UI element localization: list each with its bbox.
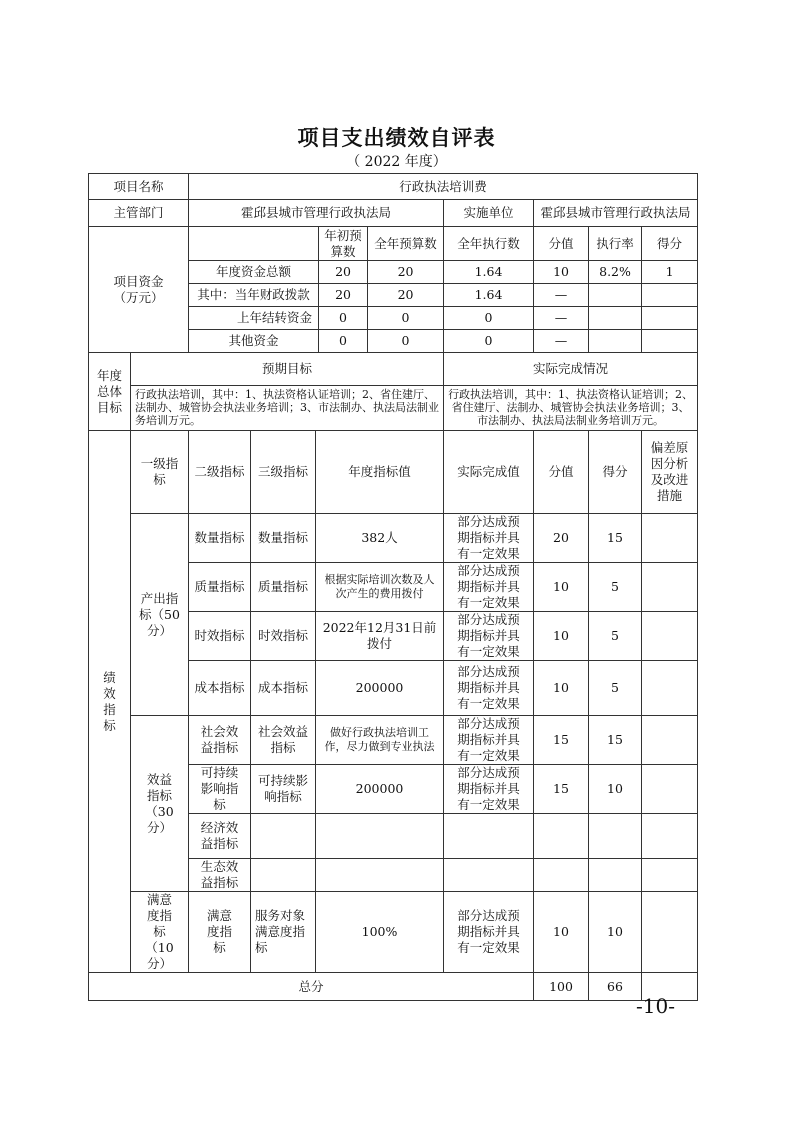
header-executed: 全年执行数 [444,227,534,261]
fund-initial: 20 [319,261,368,284]
dept: 霍邱县城市管理行政执法局 [189,200,444,227]
fund-name: 其中：当年财政拨款 [189,284,319,307]
l3: 成本指标 [251,661,316,716]
fund-name: 年度资金总额 [189,261,319,284]
page-title: 项目支出绩效自评表 [297,126,496,150]
empty-cell [316,814,444,859]
value: 10 [534,892,589,973]
l2: 成本指标 [189,661,251,716]
empty-cell [642,814,698,859]
fund-initial: 0 [319,330,368,353]
score: 15 [589,514,642,563]
header-initial: 年初预算数 [319,227,368,261]
target: 200000 [316,765,444,814]
total-value: 100 [534,973,589,1001]
empty-cell [444,814,534,859]
value: 15 [534,716,589,765]
deviation [642,514,698,563]
value: 20 [534,514,589,563]
actual-goal: 行政执法培训，其中：1、执法资格认证培训；2、省住建厅、法制办、城管协会执法业务培训；3、市法制办、执法局法制业务培训万元。 [444,386,698,431]
l3: 数量指标 [251,514,316,563]
total-score: 66 [589,973,642,1001]
l3: 社会效益指标 [251,716,316,765]
empty-cell [589,814,642,859]
value: 10 [534,661,589,716]
total-label: 总分 [89,973,534,1001]
header-target: 年度指标值 [316,431,444,514]
target: 200000 [316,661,444,716]
fund-annual: 20 [368,261,444,284]
header-l1: 一级指标 [131,431,189,514]
header-l3: 三级指标 [251,431,316,514]
page-number: -10- [636,994,675,1018]
empty-cell [534,859,589,892]
value: 10 [534,563,589,612]
score: 5 [589,661,642,716]
actual: 部分达成预期指标并具有一定效果 [444,765,534,814]
group-satisfaction: 满意度指标（10分） [131,892,189,973]
header-annual: 全年预算数 [368,227,444,261]
score: 15 [589,716,642,765]
goals-label: 年度总体目标 [89,353,131,431]
deviation [642,892,698,973]
page-subtitle: （ 2022 年度） [346,154,447,170]
target: 382人 [316,514,444,563]
expected-goal-label: 预期目标 [131,353,444,386]
fund-score-value: — [534,284,589,307]
table-row [89,514,698,563]
l3: 质量指标 [251,563,316,612]
l2: 质量指标 [189,563,251,612]
actual-goal-label: 实际完成情况 [444,353,698,386]
group-output: 产出指标（50分） [131,514,189,716]
deviation [642,716,698,765]
l2: 时效指标 [189,612,251,661]
project-name-label: 项目名称 [89,174,189,200]
unit-label: 实施单位 [444,200,534,227]
l2: 数量指标 [189,514,251,563]
fund-annual: 0 [368,330,444,353]
score: 10 [589,892,642,973]
header-actual: 实际完成值 [444,431,534,514]
empty-cell [444,859,534,892]
fund-rate: 8.2% [589,261,642,284]
funds-label: 项目资金（万元） [89,227,189,353]
actual: 部分达成预期指标并具有一定效果 [444,892,534,973]
l2: 经济效益指标 [189,814,251,859]
actual: 部分达成预期指标并具有一定效果 [444,661,534,716]
header-value: 分值 [534,431,589,514]
group-benefit: 效益指标（30分） [131,716,189,892]
fund-initial: 0 [319,307,368,330]
project-name: 行政执法培训费 [189,174,698,200]
value: 10 [534,612,589,661]
fund-name: 其他资金 [189,330,319,353]
empty-cell [589,330,642,353]
target: 根据实际培训次数及人次产生的费用拨付 [316,563,444,612]
total-row [89,973,698,1001]
l2: 生态效益指标 [189,859,251,892]
header-score: 得分 [642,227,698,261]
fund-score-value: — [534,307,589,330]
deviation [642,765,698,814]
fund-executed: 0 [444,307,534,330]
expected-goal: 行政执法培训，其中：1、执法资格认证培训；2、省住建厅、法制办、城管协会执法业务培训；3、市法制办、执法局法制业务培训万元。 [131,386,444,431]
table-row [89,892,698,973]
l3: 可持续影响指标 [251,765,316,814]
fund-score-value: 10 [534,261,589,284]
l3: 服务对象满意度指标 [251,892,316,973]
header-score: 得分 [589,431,642,514]
fund-initial: 20 [319,284,368,307]
fund-executed: 0 [444,330,534,353]
empty-cell [534,814,589,859]
header-rate: 执行率 [589,227,642,261]
actual: 部分达成预期指标并具有一定效果 [444,612,534,661]
empty-cell [642,307,698,330]
score: 5 [589,612,642,661]
header-l2: 二级指标 [189,431,251,514]
fund-score-value: — [534,330,589,353]
empty-cell [589,859,642,892]
deviation [642,563,698,612]
empty-cell [316,859,444,892]
actual: 部分达成预期指标并具有一定效果 [444,716,534,765]
perf-label: 绩效指标 [89,431,131,973]
header-deviation: 偏差原因分析及改进措施 [642,431,698,514]
empty-cell [642,284,698,307]
unit: 霍邱县城市管理行政执法局 [534,200,698,227]
target: 2022年12月31日前拨付 [316,612,444,661]
empty-cell [589,284,642,307]
empty-cell [589,307,642,330]
fund-executed: 1.64 [444,261,534,284]
fund-annual: 0 [368,307,444,330]
actual: 部分达成预期指标并具有一定效果 [444,563,534,612]
deviation [642,661,698,716]
header-score-value: 分值 [534,227,589,261]
funds-table [88,173,698,431]
fund-annual: 20 [368,284,444,307]
value: 15 [534,765,589,814]
l2: 可持续影响指标 [189,765,251,814]
performance-table [88,430,698,1001]
table-row [89,716,698,765]
fund-executed: 1.64 [444,284,534,307]
empty-cell [642,859,698,892]
l2: 满意度指标 [189,892,251,973]
target: 做好行政执法培训工作，尽力做到专业执法 [316,716,444,765]
actual: 部分达成预期指标并具有一定效果 [444,514,534,563]
empty-cell [642,330,698,353]
deviation [642,612,698,661]
dept-label: 主管部门 [89,200,189,227]
l2: 社会效益指标 [189,716,251,765]
score: 10 [589,765,642,814]
score: 5 [589,563,642,612]
empty-cell [189,227,319,261]
empty-cell [251,814,316,859]
fund-score: 1 [642,261,698,284]
fund-name: 上年结转资金 [189,307,319,330]
l3: 时效指标 [251,612,316,661]
empty-cell [251,859,316,892]
target: 100% [316,892,444,973]
